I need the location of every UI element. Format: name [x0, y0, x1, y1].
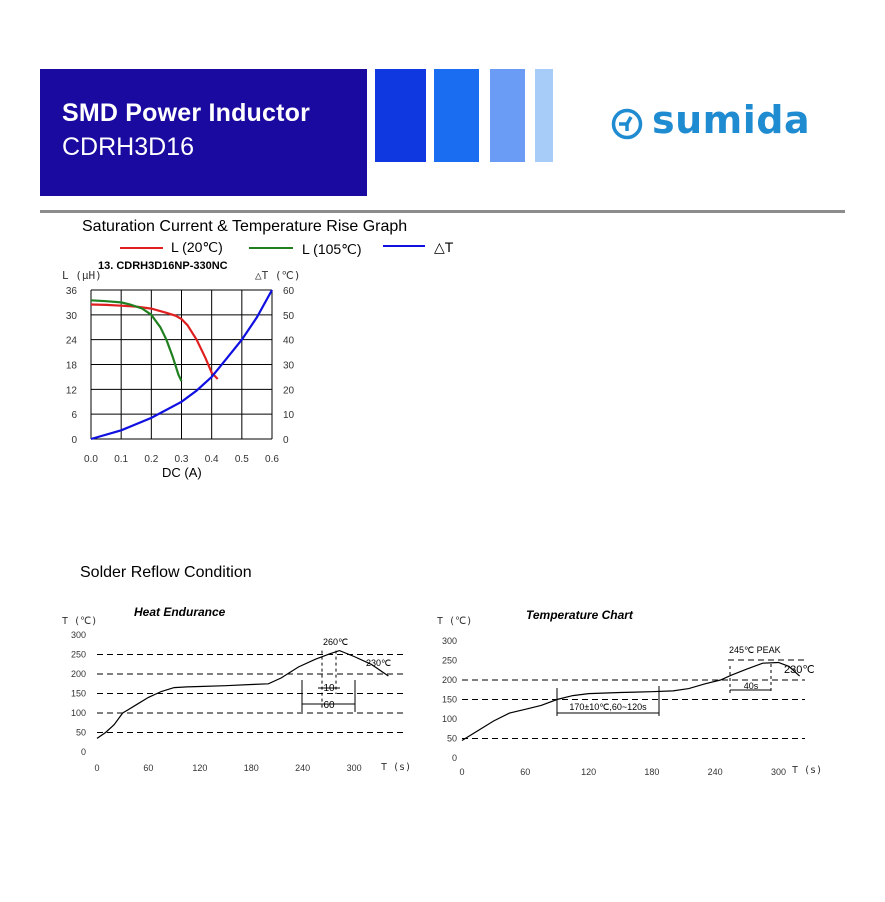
temp-level-label: 230℃ — [784, 664, 815, 676]
temp-x-label: T (s) — [792, 765, 823, 776]
heat-y-tick: 300 — [70, 630, 86, 640]
legend-label-l20: L (20℃) — [171, 239, 223, 255]
x-axis-label: DC (A) — [162, 465, 202, 480]
temp-x-tick: 180 — [644, 767, 660, 777]
heat-x-tick: 300 — [346, 763, 362, 773]
x-tick: 0.0 — [84, 454, 98, 465]
y-left-tick: 0 — [71, 435, 77, 446]
temperature-chart-title: Temperature Chart — [526, 608, 633, 622]
heat-x-tick: 180 — [243, 763, 259, 773]
x-tick: 0.6 — [265, 454, 279, 465]
y-left-tick: 6 — [71, 410, 77, 422]
temp-dim-label: 40s — [743, 681, 759, 691]
page-title: SMD Power Inductor — [62, 99, 311, 127]
heat-profile-line — [97, 651, 388, 739]
saturation-section-title: Saturation Current & Temperature Rise Graph — [82, 218, 408, 235]
heat-x-tick: 0 — [94, 763, 100, 773]
temp-y-tick: 150 — [441, 694, 457, 705]
heat-x-tick: 240 — [295, 763, 311, 773]
heat-dim1-label: 10 — [323, 683, 335, 694]
temp-y-tick: 0 — [451, 753, 457, 763]
heat-y-label: T (℃) — [62, 616, 98, 627]
y-left-tick: 18 — [65, 360, 77, 372]
heat-y-tick: 150 — [70, 688, 86, 699]
y-right-tick: 0 — [283, 435, 289, 446]
temp-x-tick: 240 — [707, 767, 723, 777]
y-right-tick: 60 — [283, 286, 295, 297]
heat-peak-label: 260℃ — [323, 637, 349, 647]
y-right-tick: 50 — [283, 310, 295, 322]
heat-x-tick: 60 — [143, 763, 154, 773]
temp-y-tick: 250 — [441, 655, 457, 666]
reflow-section-title: Solder Reflow Condition — [80, 564, 252, 581]
heat-y-tick: 100 — [70, 708, 86, 718]
heat-dim2-label: 60 — [323, 700, 335, 711]
heat-endurance-title: Heat Endurance — [134, 605, 226, 619]
temp-y-tick: 50 — [446, 733, 457, 744]
temp-y-label: T (℃) — [437, 616, 473, 627]
x-tick: 0.1 — [114, 454, 129, 465]
y-right-tick: 30 — [283, 360, 295, 372]
x-tick: 0.5 — [234, 454, 249, 465]
heat-y-tick: 0 — [80, 747, 86, 757]
heat-y-tick: 200 — [70, 669, 86, 679]
temp-peak-label: 245℃ PEAK — [729, 645, 781, 655]
temp-preheat-label: 170±10℃,60~120s — [569, 702, 647, 712]
temp-x-tick: 0 — [459, 767, 465, 777]
y-left-axis-label: L (μH) — [62, 269, 102, 282]
brand-logo: sumida — [652, 98, 811, 142]
y-right-axis-label: △T (℃) — [255, 269, 301, 282]
heat-y-tick: 250 — [70, 649, 86, 660]
x-tick: 0.3 — [174, 454, 189, 465]
y-right-tick: 20 — [283, 385, 295, 397]
y-right-tick: 10 — [283, 410, 295, 422]
y-right-tick: 40 — [283, 335, 295, 347]
x-tick: 0.2 — [144, 454, 159, 465]
legend-label-l105: L (105℃) — [302, 241, 362, 257]
temp-y-tick: 100 — [441, 714, 457, 724]
heat-y-tick: 50 — [75, 727, 86, 738]
heat-x-tick: 120 — [192, 763, 208, 773]
temp-x-tick: 300 — [770, 767, 787, 777]
y-left-tick: 30 — [65, 310, 77, 322]
chart-title: 13. CDRH3D16NP-330NC — [98, 260, 228, 272]
temp-y-tick: 300 — [441, 636, 457, 646]
heat-level-label: 230℃ — [366, 658, 392, 668]
y-left-tick: 24 — [65, 335, 77, 347]
part-number: CDRH3D16 — [62, 133, 194, 161]
y-left-tick: 36 — [65, 286, 77, 297]
temp-x-tick: 60 — [520, 767, 531, 777]
temp-x-tick: 120 — [581, 767, 597, 777]
temp-y-tick: 200 — [441, 675, 457, 685]
x-tick: 0.4 — [204, 454, 219, 465]
legend-label-dt: △T — [434, 239, 454, 255]
heat-x-label: T (s) — [381, 762, 412, 773]
y-left-tick: 12 — [65, 385, 77, 397]
